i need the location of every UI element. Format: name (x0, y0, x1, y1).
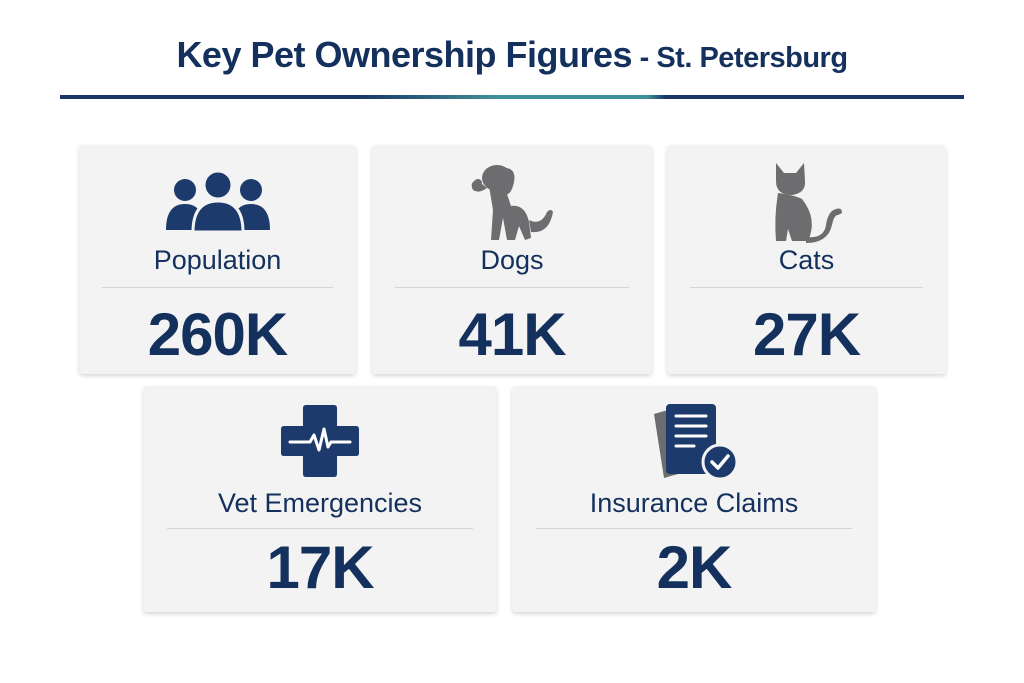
stat-value: 41K (458, 301, 566, 368)
stat-divider (167, 528, 473, 529)
stat-divider (395, 287, 629, 288)
stat-divider (536, 528, 852, 529)
title-underline (60, 95, 964, 99)
title-separator: - (632, 42, 657, 74)
stat-label: Cats (778, 245, 835, 275)
medical-cross-icon (278, 403, 362, 479)
stat-value: 2K (656, 534, 732, 601)
claim-document-icon (646, 400, 742, 482)
people-icon (163, 170, 273, 234)
stat-value: 27K (752, 301, 861, 368)
stat-value: 260K (147, 301, 288, 368)
stat-label: Insurance Claims (589, 488, 799, 518)
stat-value: 17K (266, 534, 374, 601)
stat-label: Dogs (480, 245, 544, 275)
stat-label: Population (153, 245, 282, 275)
cat-icon (762, 159, 852, 245)
stat-label: Vet Emergencies (217, 488, 423, 518)
stat-card-population (79, 145, 356, 374)
stat-card-vet-emergencies (143, 386, 497, 612)
dog-icon (467, 160, 557, 244)
stat-card-dogs (372, 145, 652, 374)
title-main: Key Pet Ownership Figures (176, 34, 633, 75)
stat-divider (102, 287, 333, 288)
stat-card-insurance-claims (512, 386, 876, 612)
page-title (60, 34, 964, 76)
title-location: St. Petersburg (656, 42, 848, 74)
stat-divider (690, 287, 923, 288)
stat-card-cats (667, 145, 946, 374)
